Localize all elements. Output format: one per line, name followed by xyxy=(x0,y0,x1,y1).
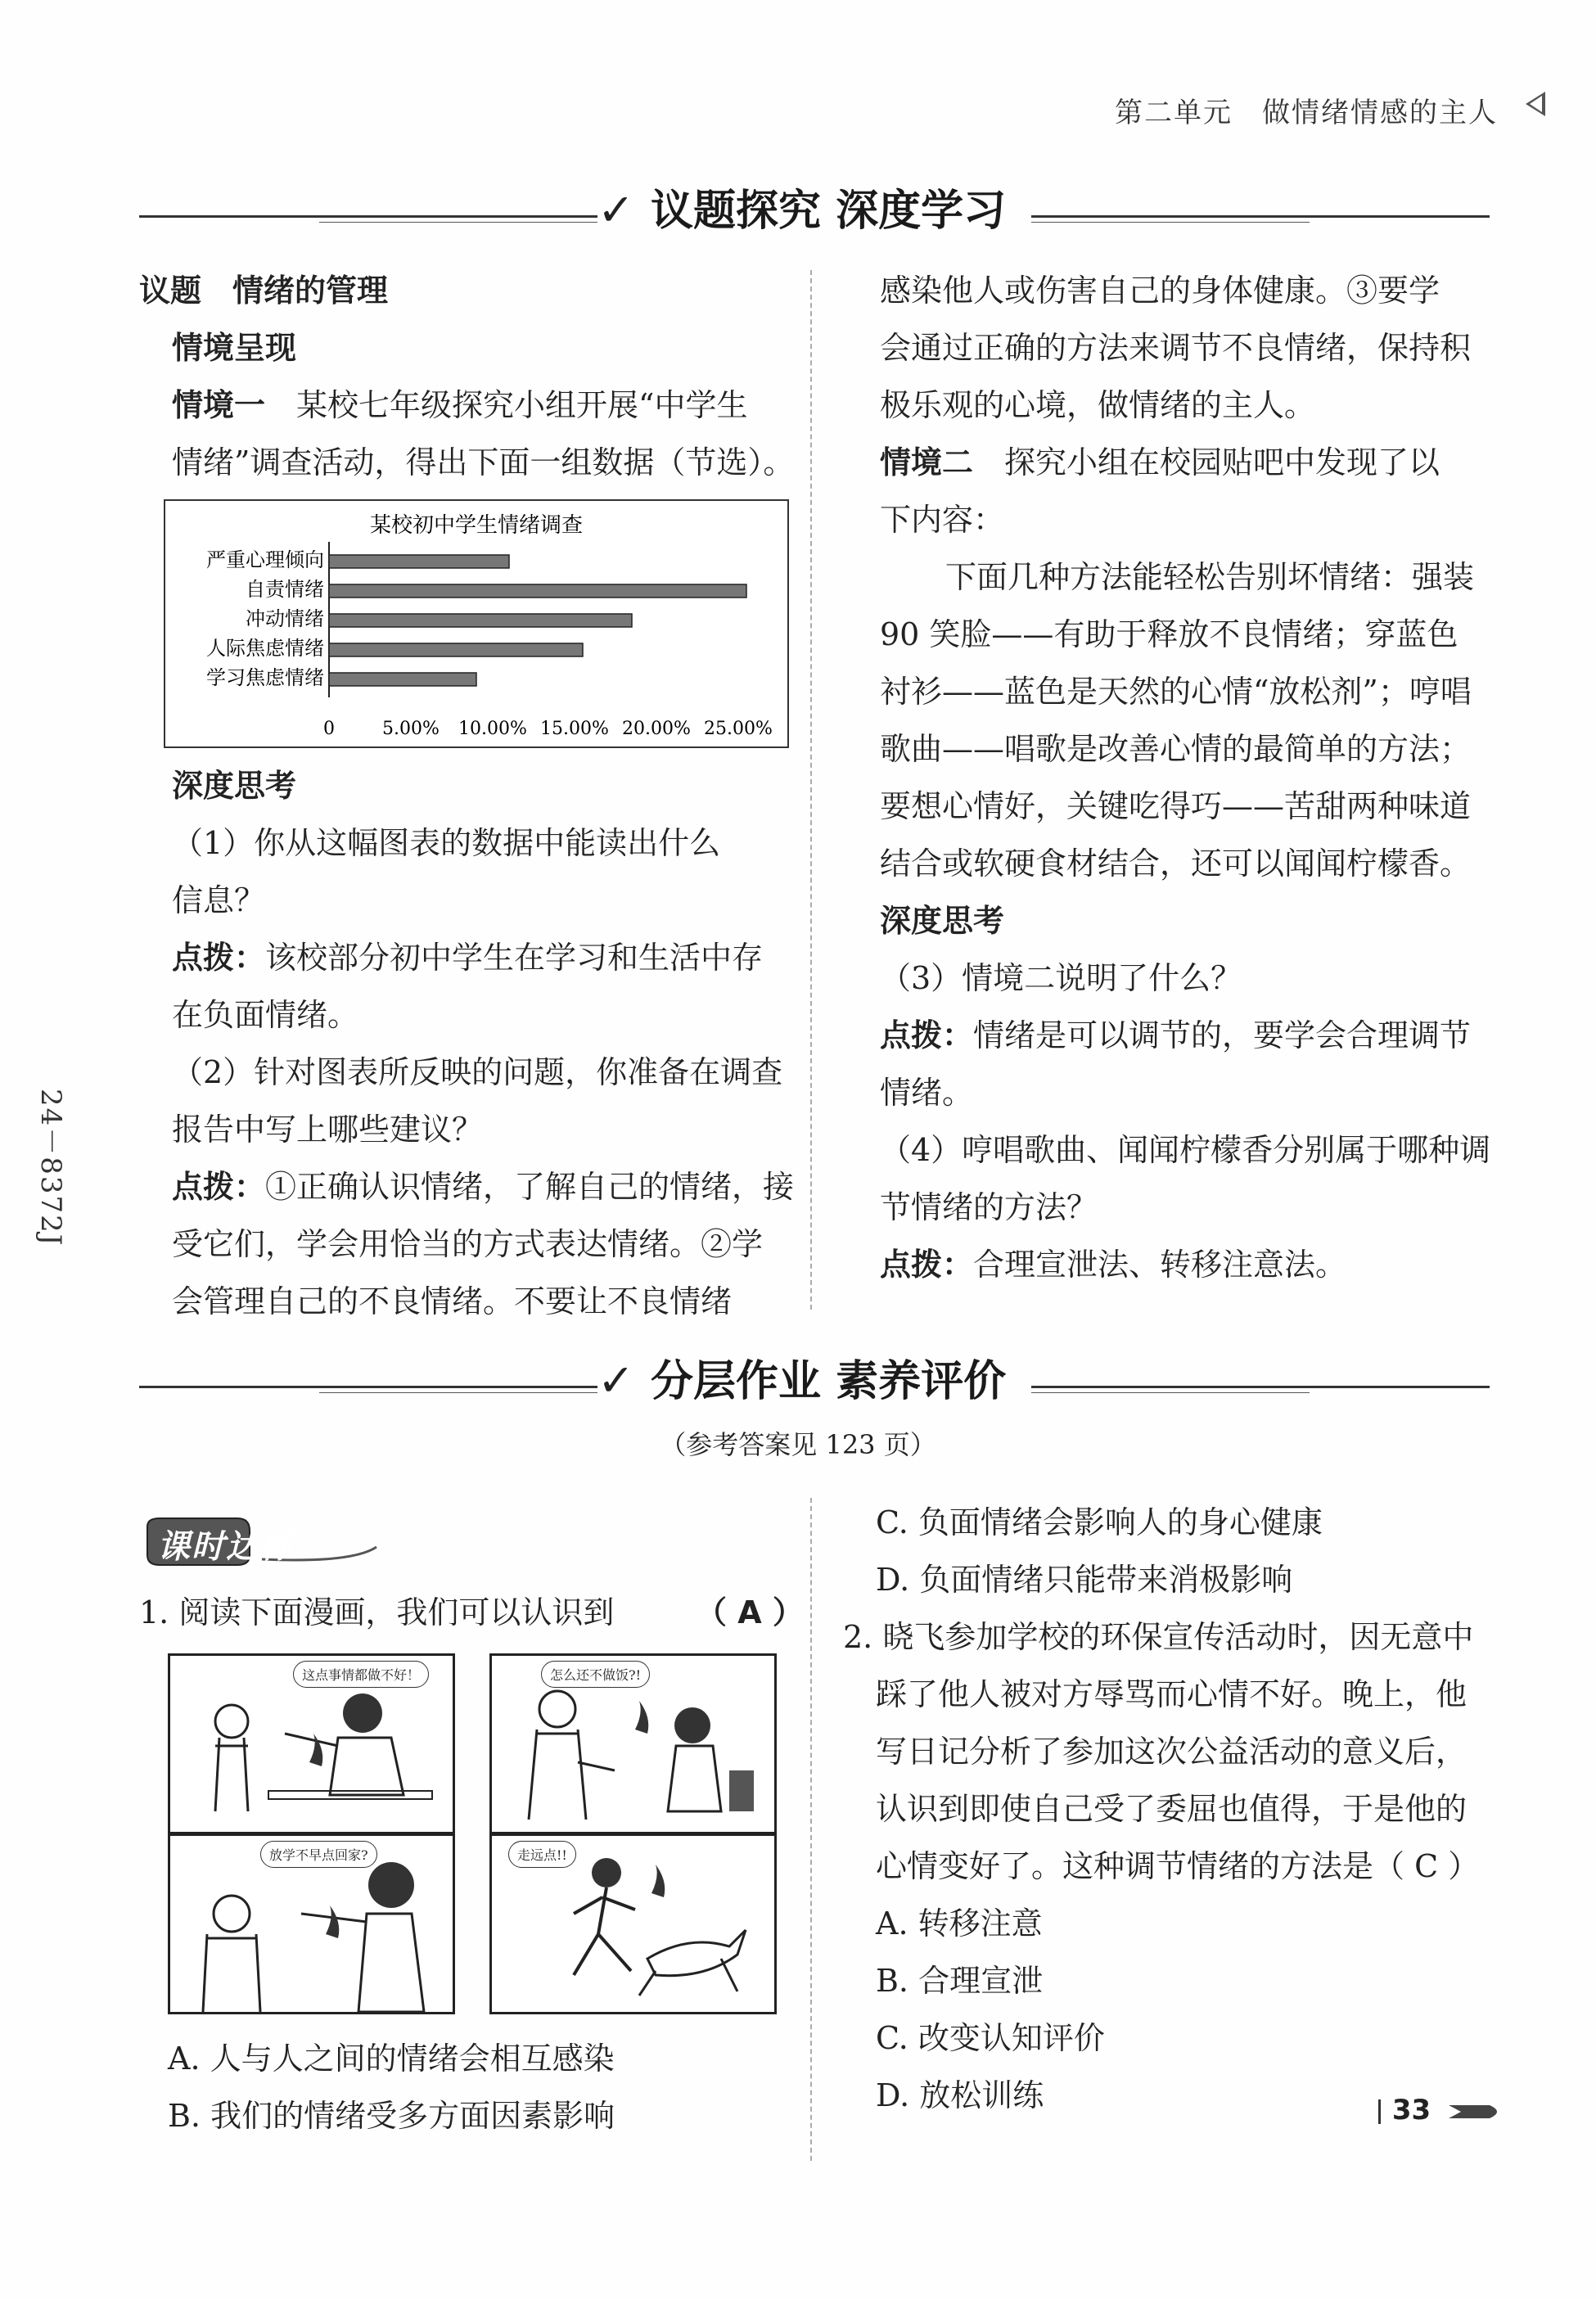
chart-title: 某校初中学生情绪调查 xyxy=(369,513,584,538)
question-4: （4）哼唱歌曲、闻闻柠檬香分别属于哪种调 xyxy=(880,1132,1491,1168)
think-heading-2: 深度思考 xyxy=(880,903,1005,939)
chart-category-label: 学习焦虑情绪 xyxy=(206,666,324,689)
page-arrow-icon xyxy=(1449,2101,1506,2122)
answer-reference: （参考答案见 123 页） xyxy=(660,1429,936,1460)
post-line-3: 衬衫——蓝色是天然的心情“放松剂”；哼唱 xyxy=(880,674,1472,710)
left-column-lower xyxy=(139,757,794,1330)
lesson-badge xyxy=(139,1514,385,1575)
answer-2-cont: 受它们，学会用恰当的方式表达情绪。②学 xyxy=(172,1226,764,1262)
hw-question-1: 1. 阅读下面漫画，我们可以认识到 xyxy=(139,1594,615,1630)
chart-category-label: 冲动情绪 xyxy=(246,607,324,630)
chart-bar xyxy=(329,555,509,568)
hw-question-2: 2. 晓飞参加学校的环保宣传活动时，因无意中 xyxy=(843,1619,1474,1655)
hint-label: 点拨： xyxy=(880,1017,974,1053)
page-number-text: 33 xyxy=(1391,2094,1431,2126)
right-column-homework xyxy=(843,1494,1498,2124)
chart-category-label: 人际焦虑情绪 xyxy=(206,637,324,660)
answer-2: ①正确认识情绪，了解自己的情绪，接 xyxy=(265,1169,795,1205)
page-number xyxy=(1378,2094,1506,2126)
chart-tick-label: 25.00% xyxy=(704,719,773,739)
scene2-text-2: 下内容： xyxy=(880,502,1005,538)
comic-panel-2 xyxy=(489,1653,777,1834)
chart-tick-label: 5.00% xyxy=(382,719,440,739)
question-2: （2）针对图表所反映的问题，你准备在调查 xyxy=(172,1054,783,1090)
comic-panel-4 xyxy=(489,1833,777,2014)
question-3: （3）情境二说明了什么？ xyxy=(880,960,1242,996)
answer-2-cont-3: 感染他人或伤害自己的身体健康。③要学 xyxy=(880,273,1440,309)
post-line-6: 结合或软硬食材结合，还可以闻闻柠檬香。 xyxy=(880,846,1472,882)
bar-chart xyxy=(164,499,789,748)
hw-question-2-cont-2: 写日记分析了参加这次公益活动的意义后， xyxy=(876,1734,1468,1770)
hw-question-2-cont: 踩了他人被对方辱骂而心情不好。晚上，他 xyxy=(876,1676,1468,1712)
hw-q2-option-d: D. 放松训练 xyxy=(876,2077,1044,2113)
hw-question-2-cont-4: 心情变好了。这种调节情绪的方法是（ C ） xyxy=(876,1848,1480,1884)
hint-label: 点拨： xyxy=(880,1247,974,1283)
unit-header: 第二单元 做情绪情感的主人 xyxy=(1115,97,1498,129)
hint-label: 点拨： xyxy=(172,1169,266,1205)
chart-tick-label: 10.00% xyxy=(458,719,527,739)
chart-svg xyxy=(165,501,787,746)
question-1: （1）你从这幅图表的数据中能读出什么 xyxy=(172,825,721,861)
comic-panel-1 xyxy=(168,1653,455,1834)
question-1-cont: 信息？ xyxy=(172,882,266,918)
column-divider xyxy=(810,270,812,1310)
hint-label: 点拨： xyxy=(172,940,266,976)
chart-category-label: 自责情绪 xyxy=(246,578,324,601)
post-line-4: 歌曲——唱歌是改善心情的最简单的方法； xyxy=(880,731,1472,767)
section-title: 议题探究 深度学习 xyxy=(651,187,1007,236)
speech-bubble: 走远点!! xyxy=(508,1841,576,1868)
answer-2-cont-2: 会管理自己的不良情绪。不要让不良情绪 xyxy=(172,1283,733,1319)
post-line-5: 要想心情好，关键吃得巧——苦甜两种味道 xyxy=(880,788,1472,824)
scene2-label: 情境二 xyxy=(880,444,974,480)
question-2-cont: 报告中写上哪些建议？ xyxy=(172,1112,484,1148)
topic-heading: 议题 情绪的管理 xyxy=(139,273,389,309)
hw-q1-option-a: A. 人与人之间的情绪会相互感染 xyxy=(168,2041,615,2077)
badge-text: 课时达标 xyxy=(157,1528,295,1566)
answer-1: 该校部分初中学生在学习和生活中存 xyxy=(265,940,764,976)
speech-bubble: 这点事情都做不好！ xyxy=(293,1661,429,1688)
answer-4: 合理宣泄法、转移注意法。 xyxy=(973,1247,1347,1283)
think-heading: 深度思考 xyxy=(172,768,297,804)
post-line-2: 90 笑脸——有助于释放不良情绪；穿蓝色 xyxy=(880,616,1458,652)
chart-bar xyxy=(329,584,746,598)
hw-answer-1: （ A ） xyxy=(696,1594,804,1630)
triangle-marker-icon xyxy=(1526,92,1545,116)
chart-tick-label: 0 xyxy=(323,719,335,739)
check-icon: ✓ xyxy=(597,184,635,236)
speech-bubble: 放学不早点回家? xyxy=(260,1841,377,1868)
scene2-text: 探究小组在校园贴吧中发现了以 xyxy=(1004,444,1440,480)
answer-3: 情绪是可以调节的，要学会合理调节 xyxy=(973,1017,1472,1053)
answer-2-cont-4: 会通过正确的方法来调节不良情绪，保持积 xyxy=(880,330,1472,366)
scene-heading: 情境呈现 xyxy=(172,330,297,366)
scene1-label: 情境一 xyxy=(172,387,266,423)
chart-bar xyxy=(329,614,632,627)
chart-category-label: 严重心理倾向 xyxy=(206,548,324,571)
hw-q1-option-d: D. 负面情绪只能带来消极影响 xyxy=(876,1562,1293,1598)
hw-q1-option-b: B. 我们的情绪受多方面因素影响 xyxy=(168,2098,615,2134)
right-column xyxy=(880,262,1502,1293)
section-title: 分层作业 素养评价 xyxy=(651,1357,1007,1406)
chart-tick-label: 15.00% xyxy=(540,719,609,739)
answer-2-cont-5: 极乐观的心境，做情绪的主人。 xyxy=(880,387,1316,423)
hw-q2-option-a: A. 转移注意 xyxy=(876,1905,1043,1941)
chart-bar xyxy=(329,643,583,656)
section-banner-inquiry xyxy=(139,176,1490,250)
side-code: 24－8372J xyxy=(34,1089,67,1247)
check-icon: ✓ xyxy=(597,1355,635,1406)
hw-q2-option-c: C. 改变认知评价 xyxy=(876,2020,1105,2056)
answer-1-cont: 在负面情绪。 xyxy=(172,997,359,1033)
answer-3-cont: 情绪。 xyxy=(880,1075,974,1111)
left-column xyxy=(139,262,794,491)
chart-bar xyxy=(329,673,476,686)
section-banner-homework xyxy=(139,1346,1490,1420)
column-divider-2 xyxy=(810,1498,812,2161)
scene1-text-2: 情绪”调查活动，得出下面一组数据（节选）。 xyxy=(172,444,795,480)
speech-bubble: 怎么还不做饭?! xyxy=(541,1661,650,1688)
scene1-text: 某校七年级探究小组开展“中学生 xyxy=(296,387,748,423)
chart-tick-label: 20.00% xyxy=(622,719,691,739)
comic-panel-3 xyxy=(168,1833,455,2014)
hw-question-2-cont-3: 认识到即使自己受了委屈也值得，于是他的 xyxy=(876,1791,1468,1827)
question-4-cont: 节情绪的方法？ xyxy=(880,1189,1098,1225)
hw-q1-option-c: C. 负面情绪会影响人的身心健康 xyxy=(876,1504,1323,1540)
post-line-1: 下面几种方法能轻松告别坏情绪：强装 xyxy=(945,559,1475,595)
hw-q2-option-b: B. 合理宣泄 xyxy=(876,1963,1044,1999)
